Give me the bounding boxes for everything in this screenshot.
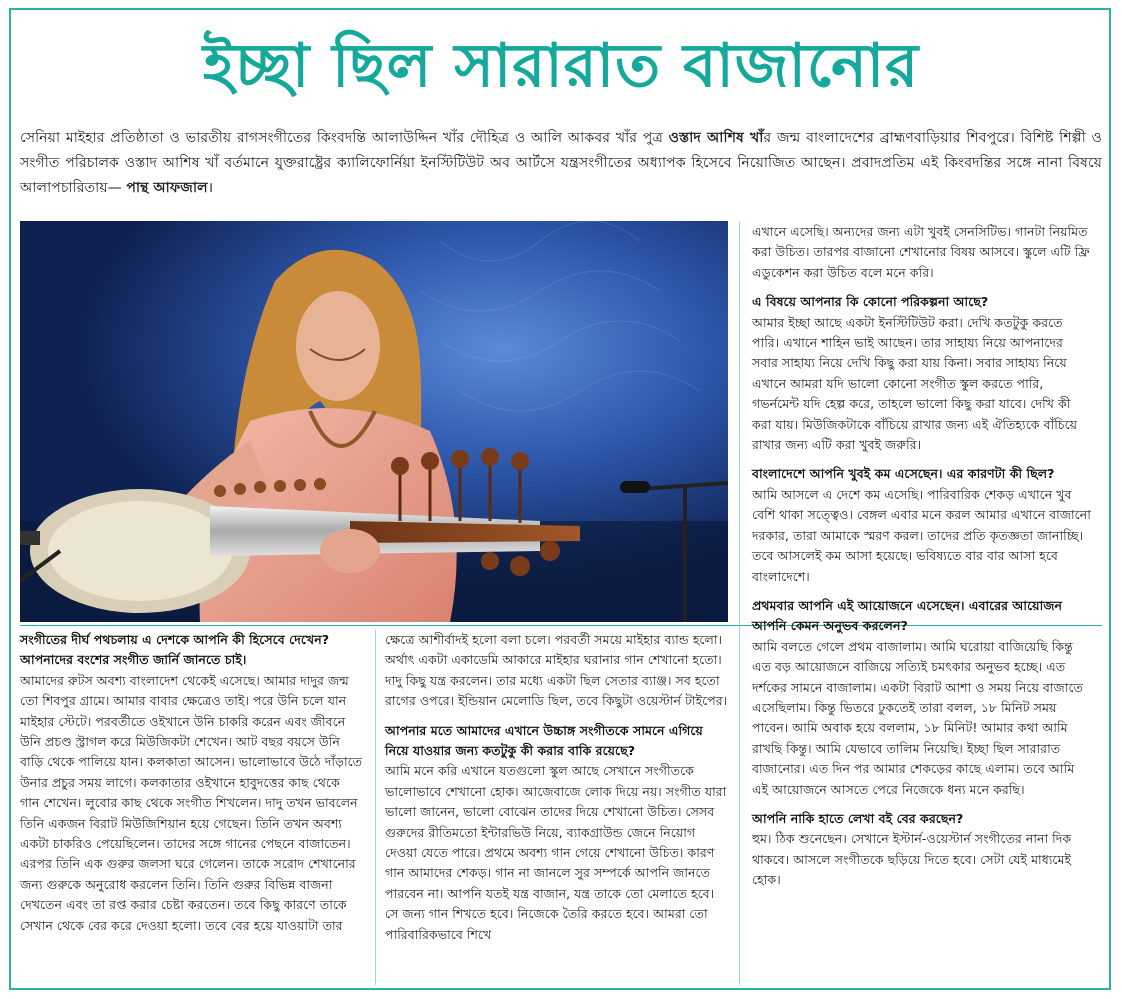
intro-text-before: সেনিয়া মাইহার প্রতিষ্ঠাতা ও ভারতীয় রাগসংগীতের কিংবদন্তি আলাউদ্দিন খাঁর দৌহিত্র ও আলি আকবর খাঁর পুত্র xyxy=(20,130,669,146)
answer-1: আমাদের রুটস অবশ্য বাংলাদেশ থেকেই এসেছে। আমার দাদুর জন্ম তো শিবপুর গ্রামে। আমার বাবার ক্ষেত্রেও তাই। পরে উনি চলে যান মাইহার স্টেটে। পরবর্তীতে ওইখানে উনি চাকরি করেন এবং জীবনে উনি প্রচণ্ড স্ট্রাগল করে মিউজিকটা শেখেন। আট বছর বয়সে উনি বাড়ি থেকে পালিয়ে যান। কলকাতা আসেন। ভালোভাবে উঠে দাঁড়াতে উনার প্রচুর সময় লাগে। কলকাতার ওইখানে হাবুদত্তের কাছ থেকে গান শেখেন। লুবোর কাছ থেকে সংগীত শিখলেন। দাদু তখন ভাবলেন তিনি একজন বিরাট মিউজিশিয়ান হয়ে গেছেন। তিনি তখন অবশ্য একটা চাকরিও পেয়েছিলেন। তাদের সঙ্গে গানের পেছনে বাজাতেন। এরপর তিনি এক গুরুর জলসা ঘরে গেলেন। তাকে সরোদ শেখানোর জন্য গুরুকে অনুরোধ করলেন তিনি। তিনি গুরুর বিভিন্ন বাজনা দেখতেন এবং তা রপ্ত করার চেষ্টা করতেন। তবে কিছু কারণে তাকে সেখান থেকে বের করে দেওয়া হলো। তবে বের হয়ে যাওয়াটা তার xyxy=(20,672,363,933)
artist-photo-illustration xyxy=(20,221,728,622)
intro-text-end: । xyxy=(207,180,214,196)
artist-photo xyxy=(20,221,728,622)
question-4: বাংলাদেশে আপনি খুবই কম এসেছেন। এর কারণটা কী ছিল? xyxy=(752,466,1055,482)
column-3 xyxy=(752,222,1092,891)
answer-1-continued: ক্ষেত্রে আশীর্বাদই হলো বলা চলে। পরবর্তী সময়ে মাইহার ব্যান্ড হলো। অর্থাৎ একটা একাডেমি আকারে মাইহার ঘরানার গান শেখানো হতো। দাদু কিছু যন্ত্র করলেন। তার মধ্যে একটা ছিল সেতার ব্যাঞ্জ। সব হতো রাগের ওপরে। ইন্ডিয়ান মেলোডি ছিল, তবে কিছুটা ওয়েস্টার্ন টাইপের। xyxy=(385,632,728,709)
question-2: আপনার মতে আমাদের এখানে উচ্চাঙ্গ সংগীতকে সামনে এগিয়ে নিয়ে যাওয়ার জন্য কতটুকু কী করার বাকি রয়েছে? xyxy=(385,722,703,759)
question-1: সংগীতের দীর্ঘ পথচলায় এ দেশকে আপনি কী হিসেবে দেখেন? আপনাদের বংশের সংগীত জার্নি জানতে চাই। xyxy=(20,632,330,668)
question-5: প্রথমবার আপনি এই আয়োজনে এসেছেন। এবারের আয়োজন আপনি কেমন অনুভব করলেন? xyxy=(752,597,1063,634)
intro-paragraph xyxy=(20,126,1102,201)
answer-3: আমার ইচ্ছা আছে একটা ইনস্টিটিউট করা। দেখি কতটুকু করতে পারি। এখানে শাহিন ভাই আছেন। তার সাহায্য নিয়ে আপনাদের সবার সাহায্য নিয়ে দেখি কিছু করা যায় কিনা। সবার সাহায্য নিয়ে এখানে আমরা যদি ভালো কোনো সংগীত স্কুল করতে পারি, গভর্নমেন্ট যদি হেল্প করে, তাহলে ভালো কিছু করা যাবে। দেখি কী করা যায়। মিউজিকটাকে বাঁচিয়ে রাখার জন্য এই ঐতিহ্যকে বাঁচিয়ে রাখার জন্য এটি করা খুবই জরুরি। xyxy=(752,314,1078,453)
artist-name: ওস্তাদ আশিষ খাঁ xyxy=(668,130,764,146)
question-6: আপনি নাকি হাতে লেখা বই বের করছেন? xyxy=(752,810,964,826)
headline: ইচ্ছা ছিল সারারাত বাজানোর xyxy=(202,31,920,101)
answer-2-continued: এখানে এসেছি। অন্যদের জন্য এটা খুবই সেনসিটিভ। গানটা নিয়মিত করা উচিত। তারপর বাজানো শেখানোর বিষয় আসবে। স্কুলে এটি ফ্রি এডুকেশন করা উচিত বলে মনে করি। xyxy=(752,224,1090,280)
question-3: এ বিষয়ে আপনার কি কোনো পরিকল্পনা আছে? xyxy=(752,294,989,310)
answer-2: আমি মনে করি এখানে যতগুলো স্কুল আছে সেখানে সংগীতকে ভালোভাবে শেখানো হোক। আজেবাজে লোক দিয়ে নয়। সংগীত যারা ভালো জানেন, ভালো বোঝেন তাদের দিয়ে শেখানো উচিত। সেসব গুরুদের রীতিমতো ইন্টারভিউ নিয়ে, ব্যাকগ্রাউন্ড জেনে নিয়োগ দেওয়া যেতে পারে। প্রথমে অবশ্য গান গেয়ে শেখানো উচিত। কারণ গান আমাদের শেকড়। গান না জানলে সুর সম্পর্কে আপনি জানতে পারবেন না। আপনি যতই যন্ত্র বাজান, যন্ত্র তাকে তো মেলাতে হবে। সে জন্য গান শিখতে হবে। নিজেকে তৈরি করতে হবে। আমরা তো পারিবারিকভাবে শিখে xyxy=(385,763,727,942)
column-1 xyxy=(20,630,363,936)
answer-4: আমি আসলে এ দেশে কম এসেছি। পারিবারিক শেকড় এখানে খুব বেশি থাকা সত্ত্বেও। বেঙ্গল এবার মনে করল আমার এখানে বাজানো দরকার, তারা আমাকে স্মরণ করল। তাদের প্রতি কৃতজ্ঞতা জানাচ্ছি। তবে আসলেই কম আসা হয়েছে। ভবিষ্যতে বার বার আসা হবে বাংলাদেশে। xyxy=(752,486,1091,584)
column-divider-1 xyxy=(375,630,376,985)
answer-5: আমি বলতে গেলে প্রথম বাজালাম। আমি ঘরোয়া বাজিয়েছি কিন্তু এত বড় আয়োজনে বাজিয়ে সত্যিই চমৎকার অনুভব হচ্ছে। এত দর্শকের সামনে বাজালাম। একটা বিরাট আশা ও সময় নিয়ে বাজাতে এসেছিলাম। কিন্তু ভিতরে ঢুকতেই তারা বলল, ১৮ মিনিট সময় পাবেন। আমি অবাক হয়ে বললাম, ১৮ মিনিট! আমার কথা আমি রাখছি কিন্তু। আমি যেভাবে তালিম নিয়েছি। ইচ্ছা ছিল সারারাত বাজানোর। এত দিন পর আমার শেকড়ের কাছে এলাম। তবে আমি এই আয়োজনে আসতে পেরে নিজেকে ধন্য মনে করছি। xyxy=(752,638,1083,797)
column-2 xyxy=(385,630,728,945)
column-divider-2 xyxy=(739,222,740,985)
intro-text-middle: র জন্ম বাংলাদেশের ব্রাহ্মণবাড়িয়ার শিবপুরে। বিশিষ্ট শিল্পী ও সংগীত পরিচালক ওস্তাদ আশিষ খাঁ বর্তমানে যুক্তরাষ্ট্রের ক্যালিফোর্নিয়া ইনস্টিটিউট অব আর্টসে যন্ত্রসংগীতের অধ্যাপক হিসেবে নিয়োজিত আছেন। প্রবাদপ্রতিম এই কিংবদন্তির সঙ্গে নানা বিষয়ে আলাপচারিতায়— xyxy=(20,130,1102,196)
interviewer-name: পান্থ আফজাল xyxy=(126,180,208,196)
answer-6: হুম। ঠিক শুনেছেন। সেখানে ইস্টার্ন-ওয়েস্টার্ন সংগীতের নানা দিক থাকবে। আসলে সংগীতকে ছড়িয়ে দিতে হবে। সেটা যেই মাধ্যমেই হোক। xyxy=(752,831,1072,888)
